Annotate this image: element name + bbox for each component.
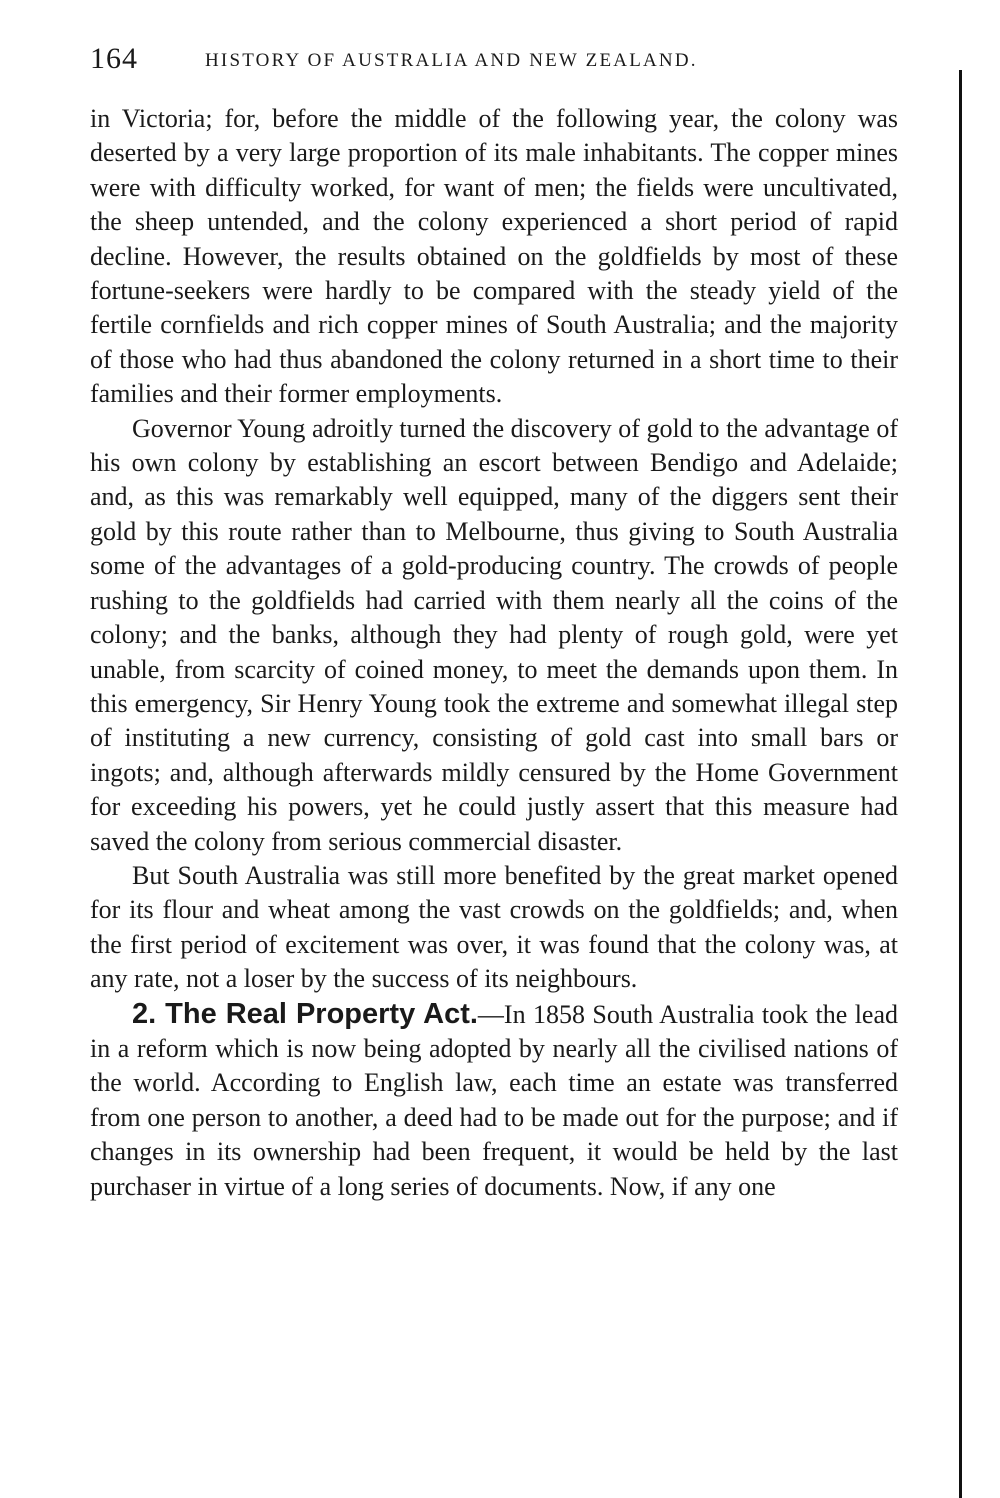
body-text	[90, 102, 898, 1204]
paragraph-4-text: —In 1858 South Australia took the lead in a reform which is now being adopted by nearly all the civilised nations of the world. According to English law, each time an estate was transferred from one person to another, a deed had to be made out for the purpose; and if changes in its ownership had been frequent, it would be held by the last purchaser in virtue of a long series of documents. Now, if any one	[90, 999, 898, 1201]
paragraph-2: Governor Young adroitly turned the discovery of gold to the advantage of his own colony by establishing an escort between Bendigo and Adelaide; and, as this was remarkably well equipped, many of the diggers sent their gold by this route rather than to Melbourne, thus giving to South Australia some of the advantages of a gold-producing country. The crowds of people rushing to the goldfields had carried with them nearly all the coins of the colony; and the banks, although they had plenty of rough gold, were yet unable, from scarcity of coined money, to meet the demands upon them. In this emergency, Sir Henry Young took the extreme and somewhat illegal step of instituting a new currency, consisting of gold cast into small bars or ingots; and, although afterwards mildly censured by the Home Government for exceeding his powers, yet he could justly assert that this measure had saved the colony from serious commercial disaster.	[90, 413, 898, 856]
paragraph-1: in Victoria; for, before the middle of the following year, the colony was deserted by a very large proportion of its male inhabitants. The copper mines were with difficulty worked, for want of men; the fields were uncultivated, the sheep untended, and the colony experienced a short period of rapid decline. However, the results obtained on the goldfields by most of these fortune-seekers were hardly to be compared with the steady yield of the fertile cornfields and rich copper mines of South Australia; and the majority of those who had thus abandoned the colony returned in a short time to their families and their former employments.	[90, 104, 898, 409]
page-header	[90, 42, 900, 82]
binding-edge-rule	[959, 70, 962, 1498]
section-heading: 2. The Real Property Act.	[132, 997, 478, 1030]
running-title: HISTORY OF AUSTRALIA AND NEW ZEALAND.	[205, 50, 698, 71]
page-number: 164	[90, 42, 138, 75]
paragraph-4	[90, 997, 898, 1204]
paragraph-3: But South Australia was still more benefited by the great market opened for its flour and wheat among the vast crowds on the goldfields; and, when the first period of excitement was over, it was found that the colony was, at any rate, not a loser by the success of its neighbours.	[90, 860, 898, 994]
